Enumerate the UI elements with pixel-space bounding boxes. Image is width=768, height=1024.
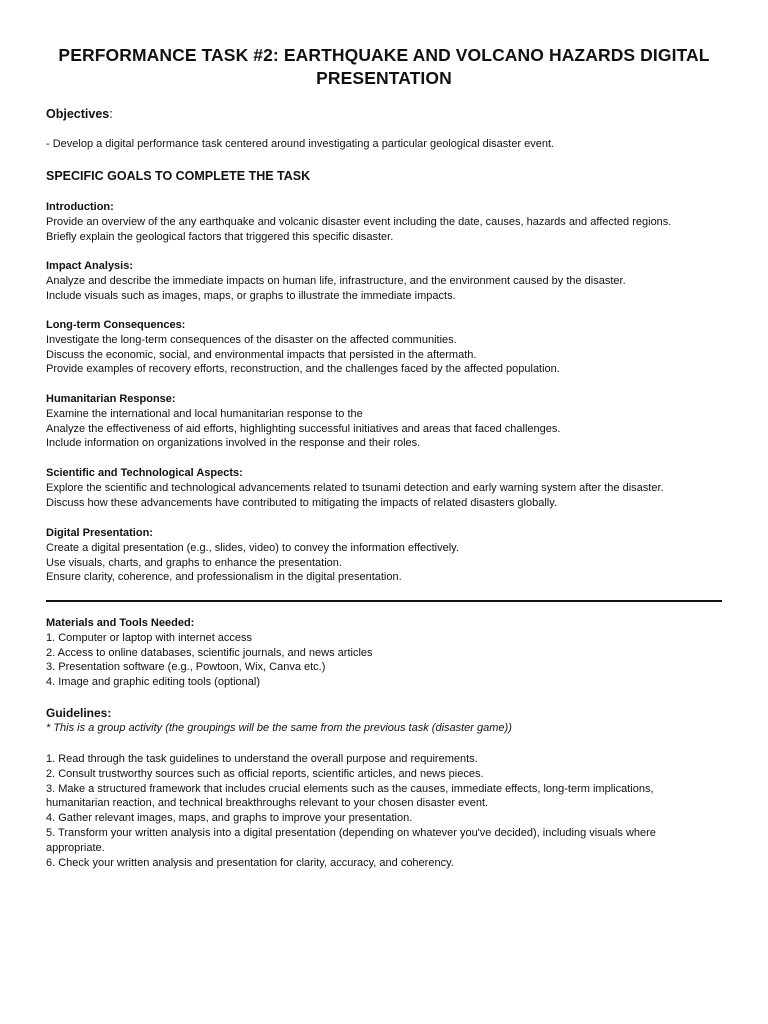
guidelines-line: 2. Consult trustworthy sources such as official reports, scientific articles, and news pieces.	[46, 767, 484, 780]
section-line: Ensure clarity, coherence, and professionalism in the digital presentation.	[46, 571, 402, 584]
section-humanitarian-response	[46, 392, 736, 451]
guidelines-steps	[46, 752, 736, 870]
guidelines-line: 4. Gather relevant images, maps, and graphs to improve your presentation.	[46, 812, 413, 825]
guidelines-heading: Guidelines:	[46, 706, 112, 720]
section-heading: Humanitarian Response:	[46, 393, 176, 405]
guidelines-line: appropriate.	[46, 841, 105, 854]
section-guidelines	[46, 706, 736, 736]
objectives-heading-colon: :	[109, 107, 113, 121]
section-line: Analyze the effectiveness of aid efforts, highlighting successful initiatives and areas that faced challenges.	[46, 422, 561, 435]
section-heading: Introduction:	[46, 201, 114, 213]
materials-item: 3. Presentation software (e.g., Powtoon, Wix, Canva etc.)	[46, 661, 326, 674]
guidelines-line: 3. Make a structured framework that includes crucial elements such as the causes, immediate effects, long-term implications,	[46, 782, 654, 795]
section-heading: Impact Analysis:	[46, 260, 134, 272]
page-title	[40, 44, 728, 90]
section-heading: Digital Presentation:	[46, 527, 153, 539]
guidelines-note: * This is a group activity (the groupings will be the same from the previous task (disaster game))	[46, 721, 512, 734]
section-line: Use visuals, charts, and graphs to enhance the presentation.	[46, 556, 342, 569]
section-line: Discuss how these advancements have contributed to mitigating the impacts of related disasters globally.	[46, 496, 557, 509]
section-materials	[46, 616, 736, 690]
section-digital-presentation	[46, 526, 736, 585]
section-line: Analyze and describe the immediate impacts on human life, infrastructure, and the environment caused by the disaster.	[46, 274, 626, 287]
guidelines-line: 1. Read through the task guidelines to understand the overall purpose and requirements.	[46, 753, 478, 765]
goals-heading: SPECIFIC GOALS TO COMPLETE THE TASK	[46, 169, 311, 183]
guidelines-line: 6. Check your written analysis and presentation for clarity, accuracy, and coherency.	[46, 856, 454, 869]
section-line: Create a digital presentation (e.g., slides, video) to convey the information effectively.	[46, 541, 459, 554]
section-line: Include visuals such as images, maps, or graphs to illustrate the immediate impacts.	[46, 289, 456, 302]
section-line: Investigate the long-term consequences of the disaster on the affected communities.	[46, 333, 457, 346]
objectives-text: - Develop a digital performance task centered around investigating a particular geological disaster event.	[46, 138, 555, 150]
section-long-term-consequences	[46, 318, 736, 377]
section-line: Provide examples of recovery efforts, reconstruction, and the challenges faced by the affected population.	[46, 363, 560, 376]
section-line: Discuss the economic, social, and environmental impacts that persisted in the aftermath.	[46, 348, 477, 361]
section-heading: Long-term Consequences:	[46, 319, 186, 331]
section-scientific-technological	[46, 466, 736, 510]
objectives-heading	[46, 106, 113, 122]
title-line-1: PERFORMANCE TASK #2: EARTHQUAKE AND VOLCANO HAZARDS DIGITAL	[58, 45, 710, 65]
materials-item: 1. Computer or laptop with internet access	[46, 631, 253, 644]
materials-item: 2. Access to online databases, scientific journals, and news articles	[46, 646, 373, 659]
section-line: Provide an overview of the any earthquake and volcanic disaster event including the date, causes, hazards and affected regions.	[46, 215, 672, 228]
guidelines-line: humanitarian reaction, and technical breakthroughs relevant to your chosen disaster event.	[46, 797, 489, 810]
section-heading: Scientific and Technological Aspects:	[46, 467, 243, 479]
section-line: Examine the international and local humanitarian response to the	[46, 407, 363, 420]
section-line: Explore the scientific and technological advancements related to tsunami detection and early warning system after the disaster.	[46, 481, 664, 494]
materials-item: 4. Image and graphic editing tools (optional)	[46, 676, 261, 689]
section-line: Include information on organizations involved in the response and their roles.	[46, 437, 421, 450]
section-line: Briefly explain the geological factors that triggered this specific disaster.	[46, 230, 394, 243]
section-divider	[46, 600, 722, 602]
section-impact-analysis	[46, 259, 736, 303]
objectives-heading-text: Objectives	[46, 107, 110, 121]
guidelines-line: 5. Transform your written analysis into a digital presentation (depending on whatever you've decided), including visuals where	[46, 826, 656, 839]
materials-heading: Materials and Tools Needed:	[46, 617, 195, 629]
title-line-2: PRESENTATION	[316, 68, 452, 88]
section-introduction	[46, 200, 736, 244]
